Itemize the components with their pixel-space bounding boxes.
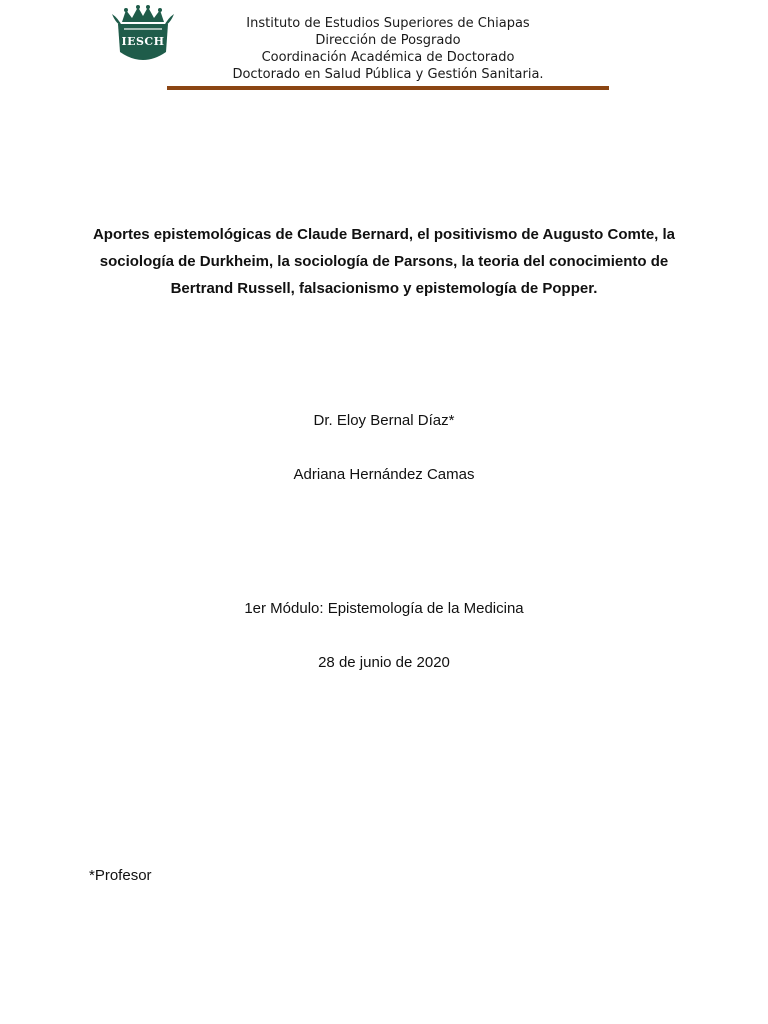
document-title bbox=[80, 221, 688, 302]
program-name: Doctorado en Salud Pública y Gestión Sanitaria. bbox=[232, 67, 544, 82]
logo-text: IESCH bbox=[121, 35, 165, 48]
title-line: sociología de Durkheim, la sociología de Parsons, la teoria del conocimiento de bbox=[99, 253, 669, 270]
professor-name: Dr. Eloy Bernal Díaz* bbox=[313, 412, 455, 429]
student-name: Adriana Hernández Camas bbox=[293, 466, 475, 483]
footnote: *Profesor bbox=[89, 867, 152, 884]
document-header bbox=[0, 0, 768, 100]
institution-lines bbox=[168, 15, 608, 83]
institution-name: Instituto de Estudios Superiores de Chiapas bbox=[246, 16, 530, 31]
title-line: Aportes epistemológicas de Claude Bernard, el positivismo de Augusto Comte, la bbox=[92, 226, 676, 243]
title-line: Bertrand Russell, falsacionismo y epistemología de Popper. bbox=[170, 280, 598, 297]
header-divider bbox=[167, 86, 609, 90]
coordination-name: Coordinación Académica de Doctorado bbox=[261, 50, 515, 65]
document-date: 28 de junio de 2020 bbox=[318, 654, 450, 671]
direction-name: Dirección de Posgrado bbox=[315, 33, 461, 48]
module-name: 1er Módulo: Epistemología de la Medicina bbox=[244, 600, 524, 617]
